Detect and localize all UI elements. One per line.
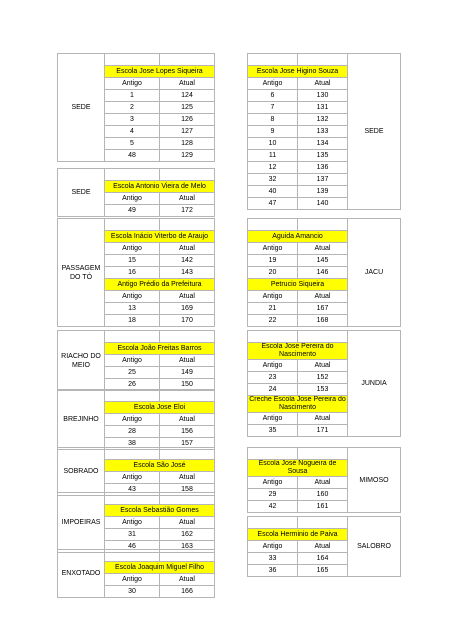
column-header-atual: Atual — [298, 291, 348, 303]
old-number: 24 — [248, 384, 298, 396]
blank-cell — [160, 331, 215, 343]
new-number: 160 — [298, 489, 348, 501]
left-block-0 — [57, 53, 215, 162]
school-name: Escola Joaquim Miguel Filho — [105, 562, 215, 574]
school-name: Escola Antonio Vieira de Melo — [105, 181, 215, 193]
blank-cell — [248, 331, 298, 343]
new-number: 136 — [298, 162, 348, 174]
location-label: SOBRADO — [58, 448, 105, 496]
new-number: 149 — [160, 367, 215, 379]
location-label: SALOBRO — [348, 517, 401, 577]
left-block-4 — [57, 389, 215, 450]
location-label: IMPOEIRAS — [58, 493, 105, 553]
column-header-atual: Atual — [160, 414, 215, 426]
column-header-antigo: Antigo — [105, 355, 160, 367]
new-number: 165 — [298, 565, 348, 577]
blank-cell — [160, 169, 215, 181]
left-block-6 — [57, 492, 215, 553]
new-number: 129 — [160, 150, 215, 162]
new-number: 137 — [298, 174, 348, 186]
new-number: 153 — [298, 384, 348, 396]
location-label: ENXOTADO — [58, 550, 105, 598]
left-block-7 — [57, 549, 215, 598]
column-header-atual: Atual — [160, 78, 215, 90]
old-number: 36 — [248, 565, 298, 577]
old-number: 6 — [248, 90, 298, 102]
column-header-antigo: Antigo — [248, 413, 298, 425]
old-number: 28 — [105, 426, 160, 438]
column-header-antigo: Antigo — [248, 291, 298, 303]
location-label: SEDE — [58, 169, 105, 217]
old-number: 38 — [105, 438, 160, 450]
new-number: 158 — [160, 484, 215, 496]
old-number: 18 — [105, 315, 160, 327]
school-name: Escola Herminio de Paiva — [248, 529, 348, 541]
blank-cell — [105, 331, 160, 343]
old-number: 43 — [105, 484, 160, 496]
school-name: Creche Escola Jose Pereira do Nascimento — [249, 396, 346, 411]
new-number: 139 — [298, 186, 348, 198]
blank-cell — [298, 331, 348, 343]
blank-cell — [160, 54, 215, 66]
right-block-1 — [247, 218, 401, 327]
school-name: Aguida Amancio — [248, 231, 348, 243]
old-number: 15 — [105, 255, 160, 267]
blank-cell — [105, 219, 160, 231]
column-header-antigo: Antigo — [105, 291, 160, 303]
new-number: 152 — [298, 372, 348, 384]
column-header-antigo: Antigo — [105, 414, 160, 426]
column-header-atual: Atual — [298, 541, 348, 553]
new-number: 128 — [160, 138, 215, 150]
old-number: 22 — [248, 315, 298, 327]
old-number: 9 — [248, 126, 298, 138]
school-name: Escola São José — [105, 460, 215, 472]
blank-cell — [298, 54, 348, 66]
old-number: 8 — [248, 114, 298, 126]
blank-cell — [160, 219, 215, 231]
new-number: 166 — [160, 586, 215, 598]
old-number: 11 — [248, 150, 298, 162]
old-number: 33 — [248, 553, 298, 565]
blank-cell — [298, 219, 348, 231]
school-name: Escola Sebastião Gomes — [105, 505, 215, 517]
column-header-atual: Atual — [160, 243, 215, 255]
column-header-antigo: Antigo — [105, 472, 160, 484]
blank-cell — [105, 448, 160, 460]
right-block-4 — [247, 516, 401, 577]
new-number: 150 — [160, 379, 215, 391]
blank-cell — [248, 448, 298, 460]
column-header-atual: Atual — [298, 413, 348, 425]
location-label: SEDE — [58, 54, 105, 162]
location-label: BREJINHO — [58, 390, 105, 450]
old-number: 12 — [248, 162, 298, 174]
old-number: 16 — [105, 267, 160, 279]
new-number: 167 — [298, 303, 348, 315]
new-number: 125 — [160, 102, 215, 114]
new-number: 163 — [160, 541, 215, 553]
right-block-2 — [247, 330, 401, 437]
new-number: 124 — [160, 90, 215, 102]
new-number: 143 — [160, 267, 215, 279]
old-number: 49 — [105, 205, 160, 217]
old-number: 40 — [248, 186, 298, 198]
old-number: 23 — [248, 372, 298, 384]
old-number: 21 — [248, 303, 298, 315]
old-number: 26 — [105, 379, 160, 391]
school-name: Escola Jose Higino Souza — [248, 66, 348, 78]
old-number: 30 — [105, 586, 160, 598]
column-header-atual: Atual — [298, 78, 348, 90]
new-number: 140 — [298, 198, 348, 210]
new-number: 130 — [298, 90, 348, 102]
school-name: Antigo Prédio da Prefeitura — [105, 279, 215, 291]
blank-cell — [105, 54, 160, 66]
new-number: 164 — [298, 553, 348, 565]
column-header-atual: Atual — [160, 517, 215, 529]
column-header-antigo: Antigo — [105, 193, 160, 205]
blank-cell — [105, 390, 160, 402]
old-number: 47 — [248, 198, 298, 210]
old-number: 31 — [105, 529, 160, 541]
old-number: 42 — [248, 501, 298, 513]
column-header-antigo: Antigo — [248, 477, 298, 489]
new-number: 172 — [160, 205, 215, 217]
new-number: 142 — [160, 255, 215, 267]
blank-cell — [160, 493, 215, 505]
new-number: 134 — [298, 138, 348, 150]
new-number: 168 — [298, 315, 348, 327]
new-number: 126 — [160, 114, 215, 126]
old-number: 32 — [248, 174, 298, 186]
old-number: 2 — [105, 102, 160, 114]
location-label: JUNDIA — [348, 331, 401, 437]
new-number: 161 — [298, 501, 348, 513]
blank-cell — [248, 517, 298, 529]
location-label: SEDE — [348, 54, 401, 210]
new-number: 132 — [298, 114, 348, 126]
blank-cell — [248, 54, 298, 66]
column-header-antigo: Antigo — [105, 574, 160, 586]
new-number: 171 — [298, 425, 348, 437]
right-block-0 — [247, 53, 401, 210]
blank-cell — [160, 390, 215, 402]
old-number: 10 — [248, 138, 298, 150]
old-number: 25 — [105, 367, 160, 379]
new-number: 145 — [298, 255, 348, 267]
school-name: Escola Jose Pereira do Nascimento — [248, 343, 348, 360]
new-number: 127 — [160, 126, 215, 138]
new-number: 146 — [298, 267, 348, 279]
column-header-atual: Atual — [160, 574, 215, 586]
school-name: Escola João Freitas Barros — [105, 343, 215, 355]
left-block-1 — [57, 168, 215, 217]
old-number: 3 — [105, 114, 160, 126]
left-block-5 — [57, 447, 215, 496]
old-number: 35 — [248, 425, 298, 437]
old-number: 29 — [248, 489, 298, 501]
column-header-antigo: Antigo — [105, 517, 160, 529]
blank-cell — [105, 169, 160, 181]
column-header-antigo: Antigo — [105, 243, 160, 255]
location-label: PASSAGEM DO TÓ — [58, 219, 105, 327]
old-number: 4 — [105, 126, 160, 138]
old-number: 5 — [105, 138, 160, 150]
school-name: Escola Jose Lopes Siqueira — [105, 66, 215, 78]
old-number: 46 — [105, 541, 160, 553]
old-number: 19 — [248, 255, 298, 267]
column-header-atual: Atual — [160, 355, 215, 367]
old-number: 1 — [105, 90, 160, 102]
column-header-atual: Atual — [298, 360, 348, 372]
blank-cell — [298, 448, 348, 460]
location-label: MIMOSO — [348, 448, 401, 513]
blank-cell — [160, 550, 215, 562]
column-header-antigo: Antigo — [248, 541, 298, 553]
old-number: 48 — [105, 150, 160, 162]
left-block-3 — [57, 330, 215, 391]
location-label: JACU — [348, 219, 401, 327]
right-block-3 — [247, 447, 401, 513]
school-name: Petrucio Siqueira — [248, 279, 348, 291]
new-number: 157 — [160, 438, 215, 450]
column-header-atual: Atual — [298, 243, 348, 255]
column-header-antigo: Antigo — [248, 360, 298, 372]
blank-cell — [248, 219, 298, 231]
old-number: 20 — [248, 267, 298, 279]
location-label: RIACHO DO MEIO — [58, 331, 105, 391]
column-header-atual: Atual — [160, 472, 215, 484]
school-name: Escola Jose Eloi — [105, 402, 215, 414]
blank-cell — [298, 517, 348, 529]
school-name: Escola José Nogueira de Sousa — [248, 460, 348, 477]
new-number: 131 — [298, 102, 348, 114]
new-number: 162 — [160, 529, 215, 541]
blank-cell — [105, 493, 160, 505]
new-number: 156 — [160, 426, 215, 438]
column-header-atual: Atual — [160, 193, 215, 205]
old-number: 13 — [105, 303, 160, 315]
left-block-2 — [57, 218, 215, 327]
column-header-atual: Atual — [160, 291, 215, 303]
old-number: 7 — [248, 102, 298, 114]
column-header-antigo: Antigo — [248, 243, 298, 255]
new-number: 133 — [298, 126, 348, 138]
column-header-antigo: Antigo — [105, 78, 160, 90]
new-number: 170 — [160, 315, 215, 327]
school-name: Escola Inácio Viterbo de Araujo — [105, 231, 215, 243]
blank-cell — [160, 448, 215, 460]
new-number: 135 — [298, 150, 348, 162]
new-number: 169 — [160, 303, 215, 315]
column-header-antigo: Antigo — [248, 78, 298, 90]
column-header-atual: Atual — [298, 477, 348, 489]
blank-cell — [105, 550, 160, 562]
